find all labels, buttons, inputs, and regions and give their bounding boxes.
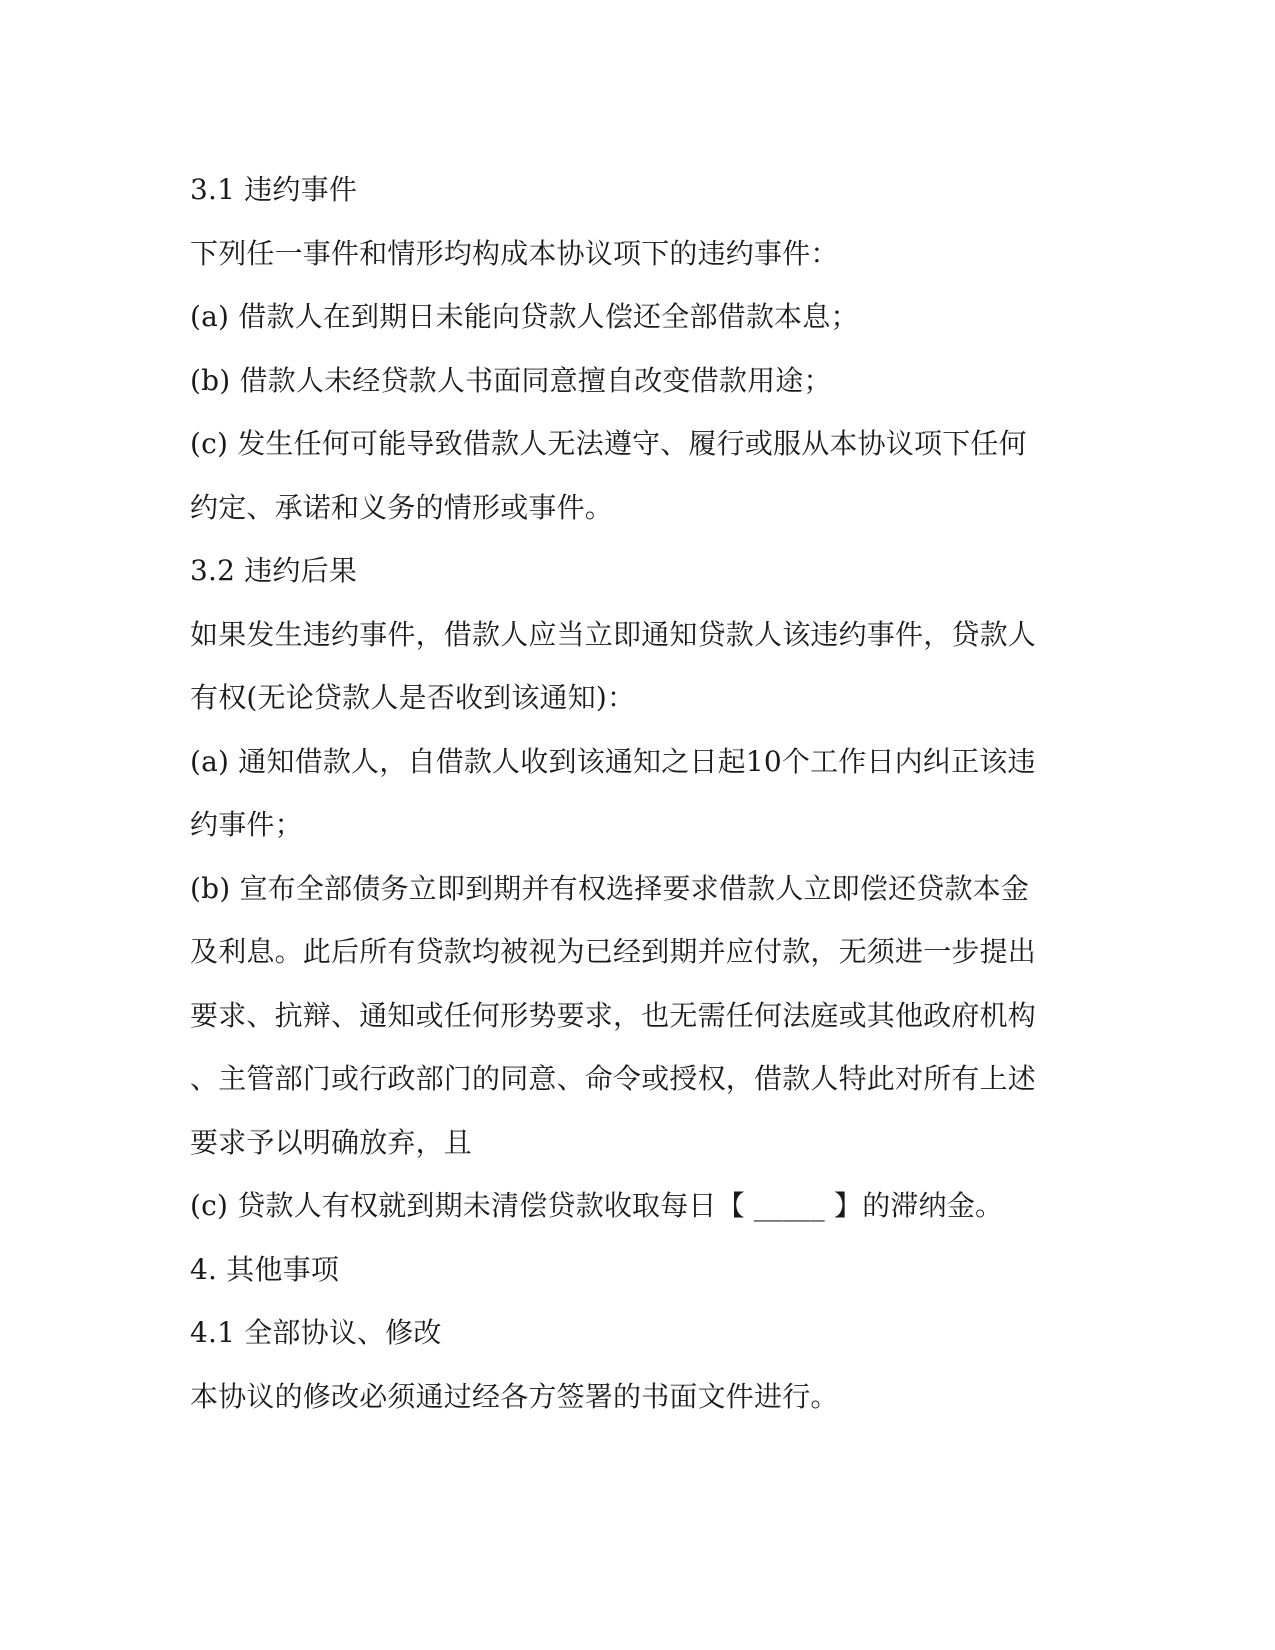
paragraph-line: 约定、承诺和义务的情形或事件。 [190,490,614,524]
paragraph-line: 下列任一事件和情形均构成本协议项下的违约事件： [190,236,839,270]
paragraph-line: 、主管部门或行政部门的同意、命令或授权，借款人特此对所有上述 [190,1062,1037,1095]
paragraph-line: 约事件； [190,808,303,841]
section-heading-3-1: 3.1 违约事件 [190,173,358,206]
clause-item-c: (c) 发生任何可能导致借款人无法遵守、履行或服从本协议项下任何 [190,427,1027,460]
section-heading-4: 4. 其他事项 [190,1252,340,1286]
section-heading-4-1: 4.1 全部协议、修改 [190,1316,442,1349]
clause-item-b: (b) 宣布全部债务立即到期并有权选择要求借款人立即偿还贷款本金 [190,871,1030,905]
clause-item-b: (b) 借款人未经贷款人书面同意擅自改变借款用途； [190,363,832,397]
paragraph-line: 如果发生违约事件，借款人应当立即通知贷款人该违约事件，贷款人 [190,617,1037,651]
clause-item-c: (c) 贷款人有权就到期未清偿贷款收取每日【 _____ 】的滞纳金。 [190,1189,1004,1222]
paragraph-line: 要求、抗辩、通知或任何形势要求，也无需任何法庭或其他政府机构 [190,998,1037,1032]
paragraph-line: 本协议的修改必须通过经各方签署的书面文件进行。 [190,1379,839,1413]
paragraph-line: 及利息。此后所有贷款均被视为已经到期并应付款，无须进一步提出 [190,935,1037,968]
paragraph-line: 要求予以明确放弃，且 [190,1125,473,1159]
clause-item-a: (a) 借款人在到期日未能向贷款人偿还全部借款本息； [190,300,859,333]
paragraph-line: 有权(无论贷款人是否收到该通知)： [190,681,636,714]
clause-item-a: (a) 通知借款人，自借款人收到该通知之日起10个工作日内纠正该违 [190,744,1036,778]
section-heading-3-2: 3.2 违约后果 [190,554,358,587]
document-body [190,158,1090,1428]
